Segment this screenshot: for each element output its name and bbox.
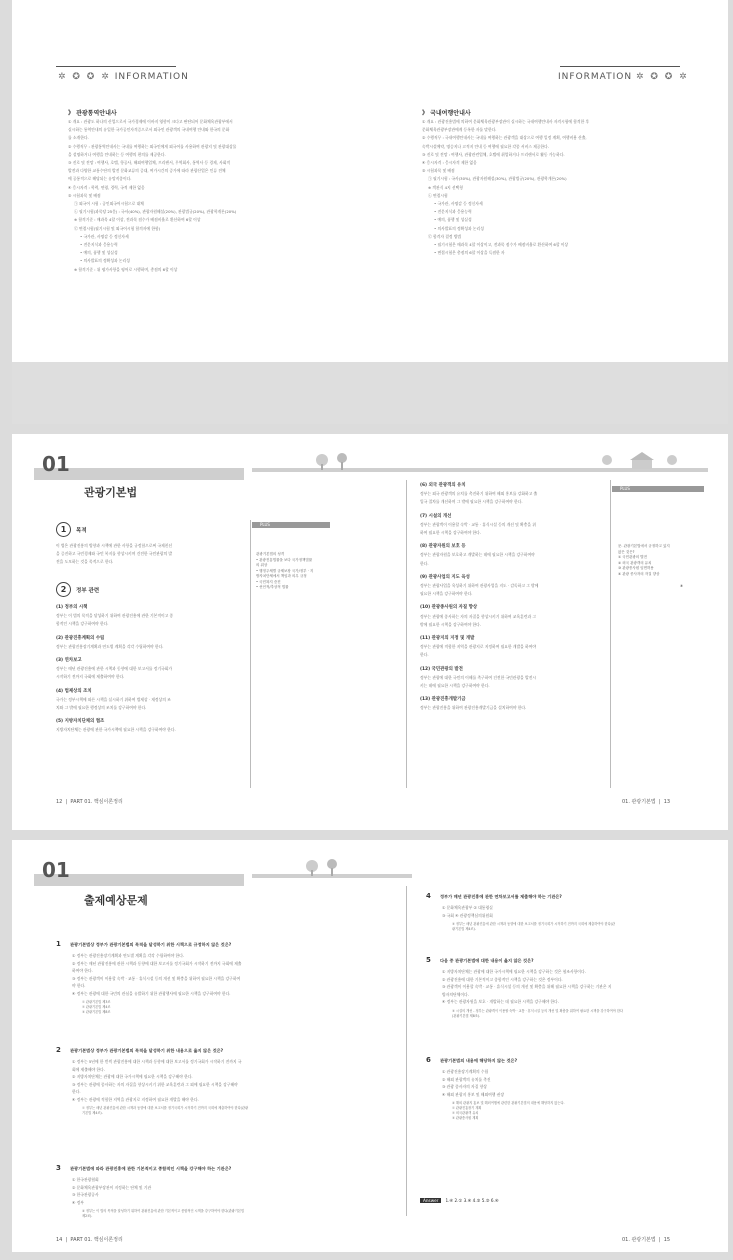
info-line: ② 수행직무 : 국내여행안내사는 국내를 여행하는 관광객을 대상으로 여행 일정 계획, 여행비용 산출, bbox=[422, 135, 587, 141]
purpose-line: 을 증진하고 국민경제와 국민 복지를 향상시키며 건전한 국민관광의 발 bbox=[56, 551, 173, 557]
article-text: 정부는 관광사업을 육성하기 위하여 관광사업을 지도 · 감독하고 그 밖에 bbox=[420, 583, 539, 589]
article-heading: (4) 법제상의 조치 bbox=[56, 688, 92, 694]
option-line[interactable]: ③ 한국관광공사 bbox=[72, 1192, 99, 1197]
article-text: 한다. bbox=[420, 560, 429, 566]
article-heading: (10) 관광종사원의 자질 향상 bbox=[420, 605, 478, 611]
question-text: 다음 중 관광기본법에 대한 내용이 옳지 않은 것은? bbox=[440, 958, 534, 963]
option-line[interactable]: ③ 정부는 관광객이 이용할 숙박 · 교통 · 휴식시설 등의 개선 및 확충을 위하여 필요한 시책을 강구하여 bbox=[72, 975, 241, 981]
info-line: • 예의, 품행 및 성실성 bbox=[434, 217, 472, 223]
explanation-line: ③ 관광기본법 제8조 bbox=[82, 1010, 111, 1014]
plus-line: ② 외국 관광객의 유치 bbox=[618, 560, 652, 565]
option-line[interactable]: ④ 해외 관광지 홍보 및 해외여행 권장 bbox=[442, 1091, 504, 1097]
sidebar-divider-right bbox=[610, 480, 611, 788]
explanation-line: 기본법 제4조). bbox=[82, 1111, 103, 1115]
plus-line: 의 위상 bbox=[256, 563, 268, 567]
info-line: • 전문지식과 응용능력 bbox=[434, 209, 472, 215]
option-line[interactable]: ① 정부는 5년에 한 번씩 관광진흥에 대한 시책과 동향에 대한 보고서를 정기국회가 시작하기 전까지 국 bbox=[72, 1059, 242, 1064]
article-heading: (13) 관광진흥개발기금 bbox=[420, 697, 466, 703]
article-text: 국가는 정부시책에 따른 시책을 실시하기 위하여 법제상 · 재정상의 조 bbox=[56, 696, 171, 702]
section-1-heading: 1 목적 bbox=[56, 522, 87, 537]
info-header-left: ✲ ✪ ✪ ✲ INFORMATION bbox=[58, 72, 189, 82]
article-text: 시작하기 전까지 국회에 제출하여야 한다. bbox=[56, 674, 125, 680]
option-line[interactable]: ① 정부는 관광진흥장기계획과 연도별 계획을 각각 수립하여야 한다. bbox=[72, 953, 185, 958]
question-number: 5 bbox=[426, 956, 431, 964]
option-line[interactable]: ④ 정부는 관광자원을 보호 · 개발하는 데 필요한 시책을 강구해야 한다. bbox=[442, 999, 559, 1004]
question-number: 1 bbox=[56, 940, 61, 948]
article-heading: (3) 연차보고 bbox=[56, 658, 82, 664]
option-line[interactable]: ④ 정부는 관광에 적합한 지역을 관광지로 지정하여 필요한 개발을 해야 한다. bbox=[72, 1096, 199, 1102]
explanation bbox=[442, 1009, 623, 1019]
info-line: 실시하는 통역안내의 유일한 국가공인자격증으로서 외국인 관광객의 국내여행 안내와 한국의 문화 bbox=[68, 127, 230, 133]
article-heading: (9) 관광사업의 지도 육성 bbox=[420, 574, 470, 580]
question-options bbox=[442, 968, 623, 1019]
explanation-line: ② 관광기본법 제4조 bbox=[82, 1005, 111, 1009]
plus-line: ③ 관광종사원 임면허용 bbox=[618, 566, 654, 570]
article-text: 정부는 매년 관광진흥에 관한 시책과 동향에 대한 보고서를 정기국회가 bbox=[56, 666, 173, 672]
article-text: 정부는 관광에 적합한 지역을 관광지로 지정하여 필요한 개발을 하여야 bbox=[420, 644, 537, 650]
info-header-right: INFORMATION ✲ ✪ ✪ ✲ bbox=[558, 72, 689, 82]
plus-line: 문. 관광기본법에서 규정하고 있지 bbox=[618, 544, 670, 548]
section-2-heading: 2 정부 관련 bbox=[56, 582, 99, 597]
info-line: ① 개요 : 관광도 하나의 산업으로서 국가경제에 이바지 영향이 크다고 판단되어 문화체육관광부에서 bbox=[68, 119, 233, 124]
government-items-left bbox=[56, 604, 176, 741]
plus-line: 관광기본법의 성격 bbox=[256, 552, 285, 556]
plus-line: • 선언적/추상적 법률 bbox=[256, 585, 289, 589]
question-text: 관광기본법의 내용에 해당하지 않는 것은? bbox=[440, 1058, 518, 1063]
info-line: ㉡ 필기시험(과목당 25문) : 국사(40%), 관광자원해설(20%), 관광법규(20%), 관광학개론(20%) bbox=[74, 209, 237, 215]
option-line[interactable]: ③ 정부는 관광에 종사하는 자의 자질을 향상시키기 위한 교육훈련과 그 외에 필요한 시책을 강구해야 bbox=[72, 1081, 238, 1087]
article-text: 정부는 관광진흥장기계획과 연도별 계획을 각각 수립하여야 한다. bbox=[56, 643, 164, 649]
option-line[interactable]: ④ 정부는 관광에 대한 국민의 관심을 유발하기 위한 관광행사에 필요한 시책을 강구하여야 한다. bbox=[72, 990, 231, 996]
info-line: ④ 응시자격 : 학력, 연령, 경력, 국적 제한 없음 bbox=[68, 184, 145, 190]
info-line: 를 소개한다. bbox=[68, 135, 89, 141]
explanation bbox=[442, 1101, 565, 1121]
info-line: • 필기시험은 매과목 4할 이상이고, 전과목 점수가 배점비율로 환산하여 6할 이상 bbox=[434, 242, 569, 248]
info-line: ㉠ 외국어 시험 : 공인외국어시험으로 대체 bbox=[74, 201, 144, 207]
info-line: ③ 진로 및 전망 : 여행사, 관광관련업체, 호텔에 취업하거나 프리랜서로 활동 가능하다. bbox=[422, 151, 565, 157]
info-line: • 의사발표의 정확성과 논리성 bbox=[434, 225, 484, 231]
question-text: 관광기본법상 정부가 관광기본법의 목적을 달성하기 위한 시책으로 규정하지 않은 것은? bbox=[70, 942, 232, 947]
plus-note-left bbox=[256, 552, 313, 591]
option-line[interactable]: ③ 관광 종사자의 자질 향상 bbox=[442, 1084, 487, 1089]
article-text: 정부는 외국 관광객의 유치를 촉진하기 위하여 해외 홍보를 강화하고 출 bbox=[420, 491, 538, 497]
purpose-line: 전을 도모하는 것을 목적으로 한다. bbox=[56, 559, 114, 565]
info-line: 숙박시설예약, 명승지나 고적지 안내 등 여행에 필요한 각종 서비스 제공한다. bbox=[422, 143, 549, 149]
info-line: ③ 진로 및 전망 : 여행사, 호텔, 항공사, 해외여행업체, 프리랜서, 무역회사, 통역사 등 경제, 사회적 bbox=[68, 160, 231, 166]
purpose-line: 이 법은 관광진흥의 방향과 시책에 관한 사항을 규정함으로써 국제친선 bbox=[56, 543, 173, 548]
sidebar-divider bbox=[250, 520, 251, 788]
plus-line: ④ 관광 종사자의 자질 향상 bbox=[618, 571, 660, 576]
explanation-line: ④ 정부는 이 법의 목적을 달성하기 위하여 관광진흥에 관한 기본적이고 종합적인 시책을 강구하여야 한다(관광기본법 bbox=[82, 1209, 244, 1213]
explanation-line: ③ 정부는 매년 관광진흥에 관한 시책과 동향에 대한 보고서를 정기국회가 시작하기 전까지 국회에 제출하여야 한다(관 bbox=[452, 922, 616, 926]
explanation bbox=[72, 1000, 241, 1015]
info-spread bbox=[12, 0, 728, 424]
info-line: 발전과 다양한 교통수단의 발전 문화교류의 증대, 여가시간의 증가에 따라 관광산업은 인류 전체 bbox=[68, 168, 226, 174]
info-line: • 국가관, 사명감 등 정신자세 bbox=[80, 233, 129, 239]
header-rule-right bbox=[560, 66, 680, 67]
option-line[interactable]: ① 한국관광협회 bbox=[72, 1177, 99, 1182]
info-line: • 국가관, 사명감 등 정신자세 bbox=[434, 201, 483, 207]
government-items-right bbox=[420, 482, 538, 719]
info-line: ㉢ 합격자 결정 방법 bbox=[428, 233, 462, 239]
explanation-line: (관광기본법 제8조). bbox=[452, 1013, 481, 1018]
info-line: • 의사발표의 정확성과 논리성 bbox=[80, 258, 130, 264]
article-heading: (8) 관광자원의 보호 등 bbox=[420, 544, 466, 550]
explanation-line: ④ 해외 관광지 홍보 및 해외여행에 관련한 관광기본법의 내용에 해당하지 않는다. bbox=[452, 1101, 565, 1105]
footer-left: 14 | PART 01. 핵심이론정리 bbox=[56, 1237, 123, 1243]
article-text: 지방자치단체는 관광에 관한 국가시책에 필요한 시책을 강구하여야 한다. bbox=[56, 727, 176, 733]
question-number: 3 bbox=[56, 1164, 61, 1172]
article-text: 치와 그 밖에 필요한 행정상의 조치를 강구하여야 한다. bbox=[56, 705, 147, 711]
explanation-line: ② 외국관광객 유치 bbox=[452, 1111, 479, 1115]
info-line: ※ 객관식 4지 선택형 bbox=[428, 184, 463, 190]
article-text: 정부는 관광에 대한 국민의 이해를 촉구하여 건전한 국민관광을 발전시 bbox=[420, 674, 537, 680]
article-heading: (6) 외국 관광객의 유치 bbox=[420, 483, 466, 488]
info-line: ⑤ 시험과목 및 배점 bbox=[68, 192, 101, 198]
info-line: ⑤ 시험과목 및 배점 bbox=[422, 168, 455, 174]
article-text: 정부는 관광진흥을 위하여 관광진흥개발기금을 설치하여야 한다. bbox=[420, 705, 527, 711]
option-line[interactable]: 회에 제출해야 한다. bbox=[72, 1066, 105, 1072]
info-line: 문화체육관광부장관에게 등록한 자를 말한다. bbox=[422, 127, 497, 133]
option-line[interactable]: 한다. bbox=[72, 1089, 81, 1094]
interpreter-info-lines bbox=[68, 118, 236, 274]
question-options bbox=[72, 1058, 248, 1116]
plus-line: ① 국민관광의 발전 bbox=[618, 555, 648, 559]
article-text: 정부는 이 법의 목적을 달성하기 위하여 관광진흥에 관한 기본적이고 종 bbox=[56, 613, 174, 619]
chapter-number: 01 bbox=[42, 452, 70, 476]
article-text: 한다. bbox=[420, 652, 429, 658]
question-number: 6 bbox=[426, 1056, 431, 1064]
info-line: ㉢ 면접시험(필기시험 및 외국어시험 합격자에 한함) bbox=[74, 225, 161, 231]
explanation-line: ③ 시설의 개선 - 정부는 관광객이 이용할 숙박 · 교통 · 휴식시설 등의 개선 및 확충을 위하여 필요한 시책을 강구하여야 한다 bbox=[452, 1008, 624, 1013]
article-text: 밖에 필요한 시책을 강구하여야 한다. bbox=[420, 621, 482, 627]
info-line: ② 수행직무 : 관광통역안내사는 국내를 여행하는 외국인에게 외국어를 사용하여 관광지 및 관광대상물 bbox=[68, 143, 237, 149]
house-decoration-icon bbox=[592, 448, 702, 470]
option-line[interactable]: 방자치단체이다. bbox=[442, 991, 469, 997]
plus-line: • 관광진흥법률을 보다 국가정책법률 bbox=[256, 557, 313, 562]
domestic-guide-info-lines bbox=[422, 118, 589, 257]
chapter-title: 출제예상문제 bbox=[84, 894, 148, 907]
option-line[interactable]: ② 정부는 매년 관광진흥에 관한 시책과 동향에 대한 보고서를 정기국회가 시작하기 전까지 국회에 제출 bbox=[72, 960, 242, 966]
chapter-title: 관광기본법 bbox=[84, 486, 138, 499]
explanation-line: 광기본법 제4조). bbox=[452, 927, 476, 931]
plus-tab-right: PLUS bbox=[612, 486, 704, 492]
info-line: 을 설명하거나 여행을 안내하는 등 여행의 편의를 제공한다. bbox=[68, 151, 166, 157]
article-text: 정부는 관광자원을 보호하고 개발하는 데에 필요한 시책을 강구하여야 bbox=[420, 552, 535, 558]
info-line: ㉠ 필기시험 : 국사(30%), 관광자원해설(30%), 관광법규(20%), 관광학개론(20%) bbox=[428, 176, 567, 182]
answer-key: Answer 1.④ 2.① 3.④ 4.③ 5.③ 6.④ bbox=[420, 1198, 499, 1203]
option-line[interactable]: ② 문화체육관광부장관이 지정하는 단체 및 기관 bbox=[72, 1184, 152, 1190]
info-line: • 예의, 품행 및 성실성 bbox=[80, 250, 118, 256]
footer-right: 01. 관광기본법 | 15 bbox=[622, 1237, 671, 1243]
question-number: 2 bbox=[56, 1046, 61, 1054]
option-line[interactable]: 야 한다. bbox=[72, 983, 86, 988]
explanation-line: ① 관광진흥장기 계획 bbox=[452, 1106, 482, 1110]
info-line: ㉡ 면접시험 bbox=[428, 192, 448, 198]
option-line[interactable]: ② 해외 관광객의 유치를 촉진 bbox=[442, 1076, 491, 1082]
article-heading: (5) 지방자치단체의 협조 bbox=[56, 719, 105, 725]
article-text: 정부는 관광에 종사하는 자의 자질을 향상시키기 위하여 교육훈련과 그 bbox=[420, 613, 537, 619]
page-bottom-band bbox=[12, 362, 728, 424]
option-line[interactable]: ② 관광진흥에 대한 기본적이고 종합적인 시책을 강구하는 것은 정부이다. bbox=[442, 976, 563, 982]
option-line[interactable]: ③ 관광객이 이용할 숙박 · 교통 · 휴식시설 등의 개선 및 확충을 위해 필요한 시책을 강구하는 기관은 지 bbox=[442, 984, 612, 989]
info-line: ④ 응시자격 : 응시자격 제한 없음 bbox=[422, 160, 477, 166]
chapter-spread bbox=[12, 434, 728, 830]
info-line: ※ 합격기준 : 매과목 4할 이상, 전과목 점수가 배점비율로 환산하여 6할 이상 bbox=[74, 217, 201, 223]
section-title-domestic-guide: 》 국내여행안내사 bbox=[422, 108, 471, 117]
section-title-interpreter: 》 관광통역안내사 bbox=[68, 108, 117, 117]
exercise-spread bbox=[12, 840, 728, 1252]
question-options bbox=[72, 1176, 244, 1219]
option-line[interactable]: ① 문화체육관광부 ② 대통령실 bbox=[442, 905, 493, 910]
article-heading: (11) 관광지의 지정 및 개발 bbox=[420, 636, 475, 642]
question-options bbox=[442, 904, 615, 932]
info-line: • 면접시험은 총점의 6할 이상을 득점한 자 bbox=[434, 250, 505, 256]
article-text: 필요한 시책을 강구하여야 한다. bbox=[420, 591, 473, 597]
question-options bbox=[442, 1068, 565, 1121]
option-line[interactable]: ① 지방자치단체는 관광에 대한 국가시책에 필요한 시책을 강구하는 것은 협조사항이다. bbox=[442, 969, 586, 974]
info-line: • 전문지식과 응용능력 bbox=[80, 242, 118, 248]
article-heading: (7) 시설의 개선 bbox=[420, 513, 452, 519]
explanation bbox=[442, 922, 615, 932]
plus-line: 않은 것은? bbox=[618, 549, 635, 554]
chapter-number: 01 bbox=[42, 858, 70, 882]
header-rule-left bbox=[56, 66, 176, 67]
explanation-line: ① 정부는 매년 관광진흥에 관한 시책과 동향에 대한 보고서를 정기국회가 시작하기 전까지 국회에 제출하여야 한다(관광 bbox=[82, 1106, 249, 1110]
plus-quiz-answer: ③ bbox=[680, 584, 683, 588]
tree-decoration-icon bbox=[312, 452, 392, 470]
question-number: 4 bbox=[426, 892, 431, 900]
plus-line: 방자치단체에서 책임과 의무 규정 bbox=[256, 574, 307, 578]
info-line: ① 개요 : 관광진흥법에 의하여 문화체육관광부장관이 실시하는 국내여행안내사 자격시험에 합격한 후 bbox=[422, 119, 590, 124]
footer-left: 12 | PART 01. 핵심이론정리 bbox=[56, 799, 123, 805]
option-line[interactable]: 하여야 한다. bbox=[72, 968, 93, 973]
question-text: 관광기본법상 정부가 관광기본법의 목적을 달성하기 위한 내용으로 옳지 않은 것은? bbox=[70, 1048, 224, 1053]
info-line: 에 공통적으로 해당되는 유망직종이다. bbox=[68, 176, 132, 182]
article-heading: (12) 국민관광의 발전 bbox=[420, 666, 463, 672]
article-text: 합적인 시책을 강구하여야 한다. bbox=[56, 621, 109, 627]
option-line[interactable]: ① 관광진흥장기계획의 수립 bbox=[442, 1069, 489, 1074]
info-line: ※ 합격기준 : 위 평가사항을 평어로 시행하며, 총점의 6할 이상 bbox=[74, 266, 178, 272]
plus-tab-left: PLUS bbox=[252, 522, 330, 528]
article-text: 정부는 관광객이 이용할 숙박 · 교통 · 휴식시설 등의 개선 및 확충을 위 bbox=[420, 521, 536, 527]
plus-line: • 국민복지 증진 bbox=[256, 579, 281, 584]
footer-right: 01. 관광기본법 | 13 bbox=[622, 799, 671, 805]
question-options bbox=[72, 952, 241, 1015]
article-text: 입국 절차를 개선하며 그 밖에 필요한 시책을 강구하여야 한다. bbox=[420, 499, 523, 505]
option-line[interactable]: ④ 정부 bbox=[72, 1199, 84, 1205]
article-text: 하여 필요한 시책을 강구하여야 한다. bbox=[420, 530, 482, 536]
question-text: 정부가 매년 관광진흥에 관한 연차보고서를 제출해야 하는 기관은? bbox=[440, 894, 562, 899]
explanation-line: 제2조). bbox=[82, 1214, 93, 1218]
explanation-line: ① 관광기본법 제3조 bbox=[82, 1000, 111, 1004]
explanation bbox=[72, 1209, 244, 1219]
option-line[interactable]: ② 지방자치단체는 관광에 대한 국가시책에 필요한 시책을 강구해야 한다. bbox=[72, 1074, 193, 1079]
plus-quiz-right bbox=[618, 544, 670, 577]
explanation bbox=[72, 1106, 248, 1116]
article-heading: (1) 정부의 시책 bbox=[56, 605, 88, 610]
tree-decoration-icon bbox=[302, 858, 382, 876]
page-gutter bbox=[406, 886, 407, 1216]
purpose-text bbox=[56, 542, 172, 567]
plus-line: • 행정주체별 규제보장 국가/정부 · 지 bbox=[256, 568, 314, 573]
option-line[interactable]: ③ 국회 ④ 관광정책심의위원회 bbox=[442, 912, 493, 918]
page-gutter bbox=[406, 480, 407, 788]
article-heading: (2) 관광진흥계획의 수립 bbox=[56, 635, 105, 641]
article-text: 키는 데에 필요한 시책을 강구하여야 한다. bbox=[420, 683, 490, 689]
question-text: 관광기본법에 따라 관광진흥에 관한 기본적이고 종합적인 시책을 강구해야 하는 기관은? bbox=[70, 1166, 232, 1171]
explanation-line: ③ 관광종사원 계획 bbox=[452, 1116, 479, 1120]
